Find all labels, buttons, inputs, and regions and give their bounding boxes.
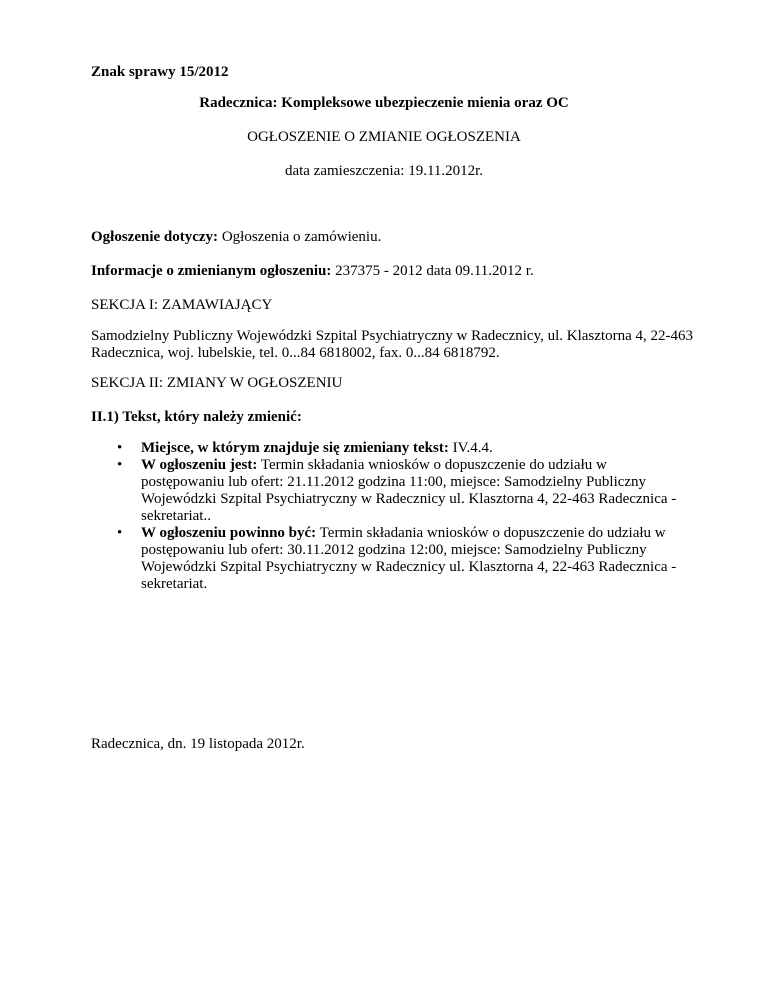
notice-about-value: Ogłoszenia o zamówieniu.	[218, 229, 382, 245]
publication-date: data zamieszczenia: 19.11.2012r.	[284, 163, 484, 179]
changes-list	[91, 440, 691, 593]
list-item	[91, 440, 691, 457]
changed-notice-info-label: Informacje o zmienianym ogłoszeniu:	[91, 263, 332, 279]
item-label: W ogłoszeniu powinno być:	[141, 525, 317, 541]
item-value: IV.4.4.	[448, 440, 493, 456]
document-title: Radecznica: Kompleksowe ubezpieczenie mienia oraz OC	[199, 95, 569, 111]
document-subtitle: OGŁOSZENIE O ZMIANIE OGŁOSZENIA	[247, 129, 521, 145]
case-reference: Znak sprawy 15/2012	[91, 64, 229, 80]
item-label: Miejsce, w którym znajduje się zmieniany tekst:	[141, 440, 449, 456]
notice-about-label: Ogłoszenie dotyczy:	[91, 229, 219, 245]
item-label: W ogłoszeniu jest:	[141, 457, 258, 473]
list-item	[91, 525, 691, 593]
item-value: Termin składania wniosków o dopuszczenie do udziału w postępowaniu lub ofert: 30.11.2012 godzina 12:00, miejsce: Samodzielny Publiczny Wojewódzki Szpital Psychiatryczny w Radecznicy ul. Klasztorna 4, 22-463 Radecznica - sekretariat.	[141, 525, 677, 592]
notice-about	[91, 229, 691, 246]
section1-heading: SEKCJA I: ZAMAWIAJĄCY	[91, 297, 273, 313]
changed-notice-info	[91, 263, 691, 280]
section1-text: Samodzielny Publiczny Wojewódzki Szpital Psychiatryczny w Radecznicy, ul. Klasztorna 4, 22-463 Radecznica, woj. lubelskie, tel. 0...84 6818002, fax. 0...84 6818792.	[91, 328, 693, 361]
section2-heading: SEKCJA II: ZMIANY W OGŁOSZENIU	[91, 375, 343, 391]
list-item	[91, 457, 691, 525]
bullet-icon: •	[117, 457, 123, 473]
bullet-icon: •	[117, 525, 123, 541]
changed-notice-info-value: 237375 - 2012 data 09.11.2012 r.	[331, 263, 534, 279]
section2-subheading: II.1) Tekst, który należy zmienić:	[91, 409, 302, 425]
bullet-icon: •	[117, 440, 123, 456]
place-date-footer: Radecznica, dn. 19 listopada 2012r.	[91, 736, 305, 752]
item-value: Termin składania wniosków o dopuszczenie do udziału w postępowaniu lub ofert: 21.11.2012 godzina 11:00, miejsce: Samodzielny Publiczny Wojewódzki Szpital Psychiatryczny w Radecznicy ul. Klasztorna 4, 22-463 Radecznica - sekretariat..	[141, 457, 677, 524]
